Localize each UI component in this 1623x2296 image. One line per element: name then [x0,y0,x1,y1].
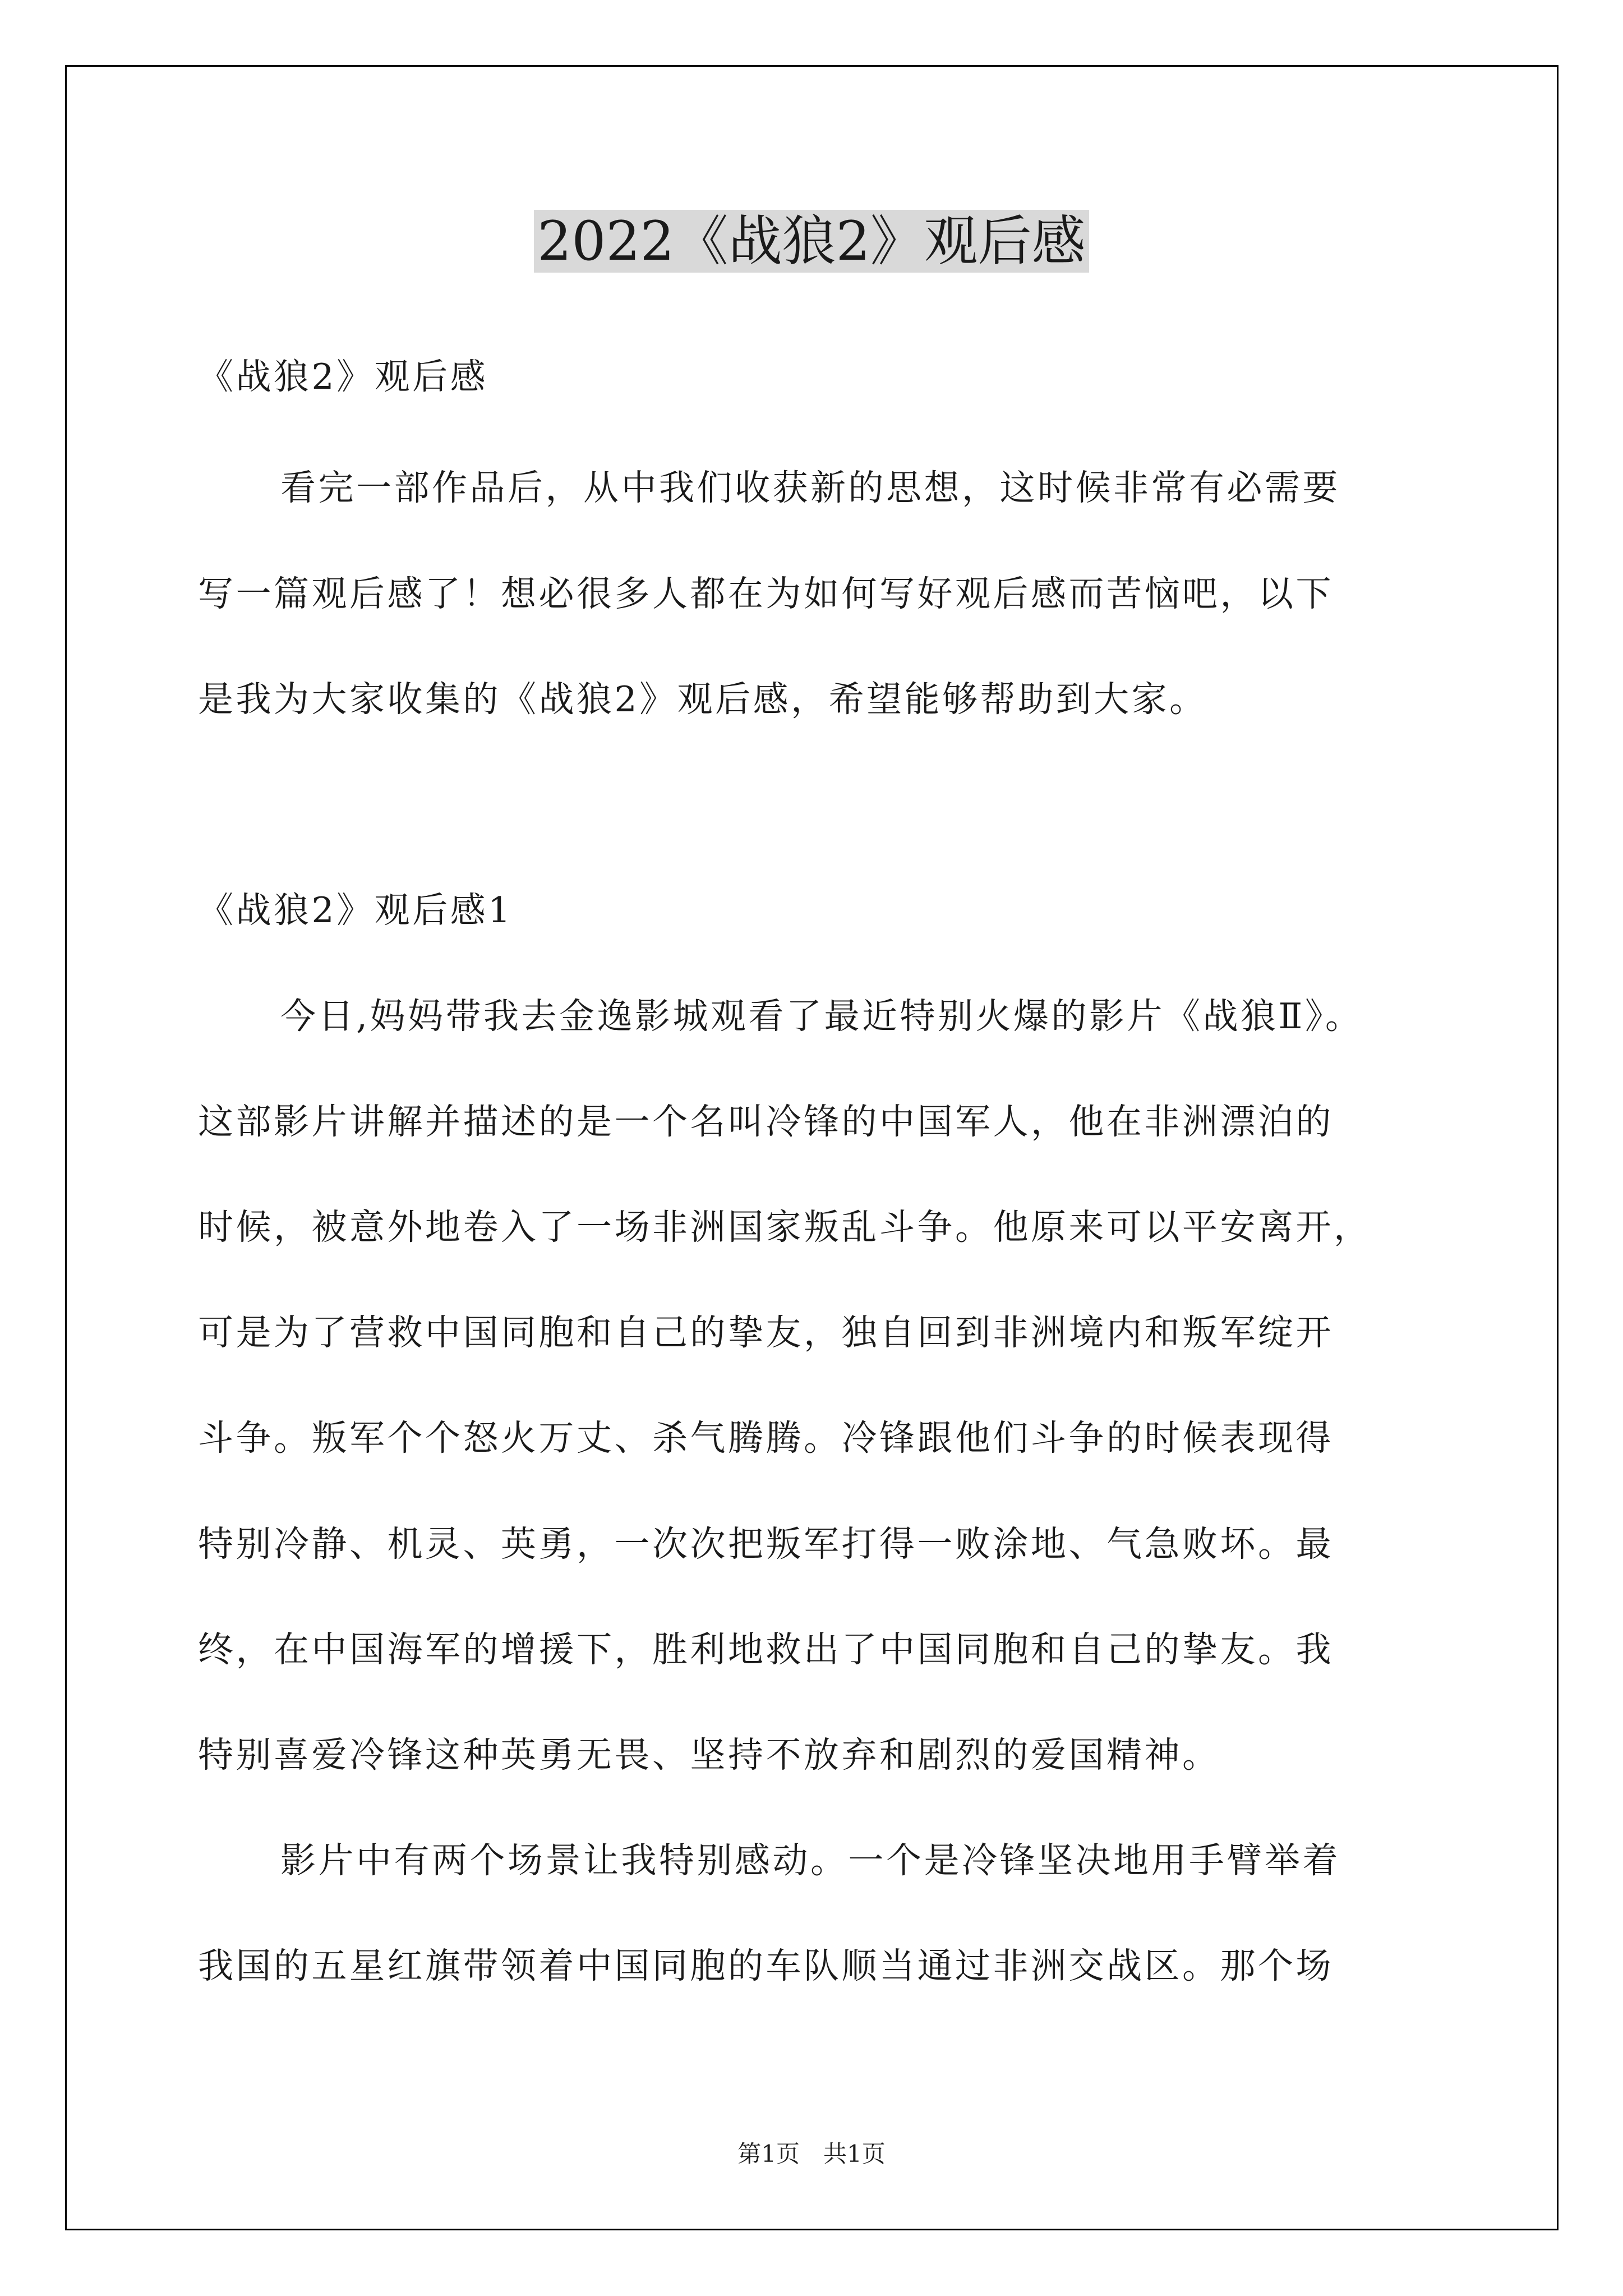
paragraph-line: 我国的五星红旗带领着中国同胞的车队顺当通过非洲交战区。那个场 [198,1945,1334,1986]
paragraph-line: 斗争。叛军个个怒火万丈、杀气腾腾。冷锋跟他们斗争的时候表现得 [198,1418,1334,1458]
paragraph-line: 写一篇观后感了！想必很多人都在为如何写好观后感而苦恼吧，以下 [198,573,1334,614]
paragraph-line: 影片中有两个场景让我特别感动。一个是冷锋坚决地用手臂举着 [280,1840,1340,1881]
paragraph-line: 是我为大家收集的《战狼2》观后感，希望能够帮助到大家。 [198,679,1207,720]
paragraph-line: 终，在中国海军的增援下，胜利地救出了中国同胞和自己的挚友。我 [198,1629,1334,1670]
paragraph-line: 特别喜爱冷锋这种英勇无畏、坚持不放弃和剧烈的爱国精神。 [198,1734,1220,1775]
section-heading: 《战狼2》观后感1 [198,890,513,931]
paragraph-line: 特别冷静、机灵、英勇，一次次把叛军打得一败涂地、气急败坏。最 [198,1524,1334,1565]
paragraph-line: 可是为了营救中国同胞和自己的挚友，独自回到非洲境内和叛军绽开 [198,1312,1334,1353]
section-heading: 《战狼2》观后感 [198,356,488,397]
paragraph-line: 这部影片讲解并描述的是一个名叫冷锋的中国军人，他在非洲漂泊的 [198,1101,1334,1142]
document-title: 2022《战狼2》观后感 [0,205,1623,278]
page-footer: 第1页 共1页 [737,2140,886,2168]
paragraph-line: 时候，被意外地卷入了一场非洲国家叛乱斗争。他原来可以平安离开， [198,1207,1372,1248]
paragraph-line: 今日,妈妈带我去金逸影城观看了最近特别火爆的影片《战狼Ⅱ》。 [280,996,1363,1037]
paragraph-line: 看完一部作品后，从中我们收获新的思想，这时候非常有必需要 [280,467,1340,508]
